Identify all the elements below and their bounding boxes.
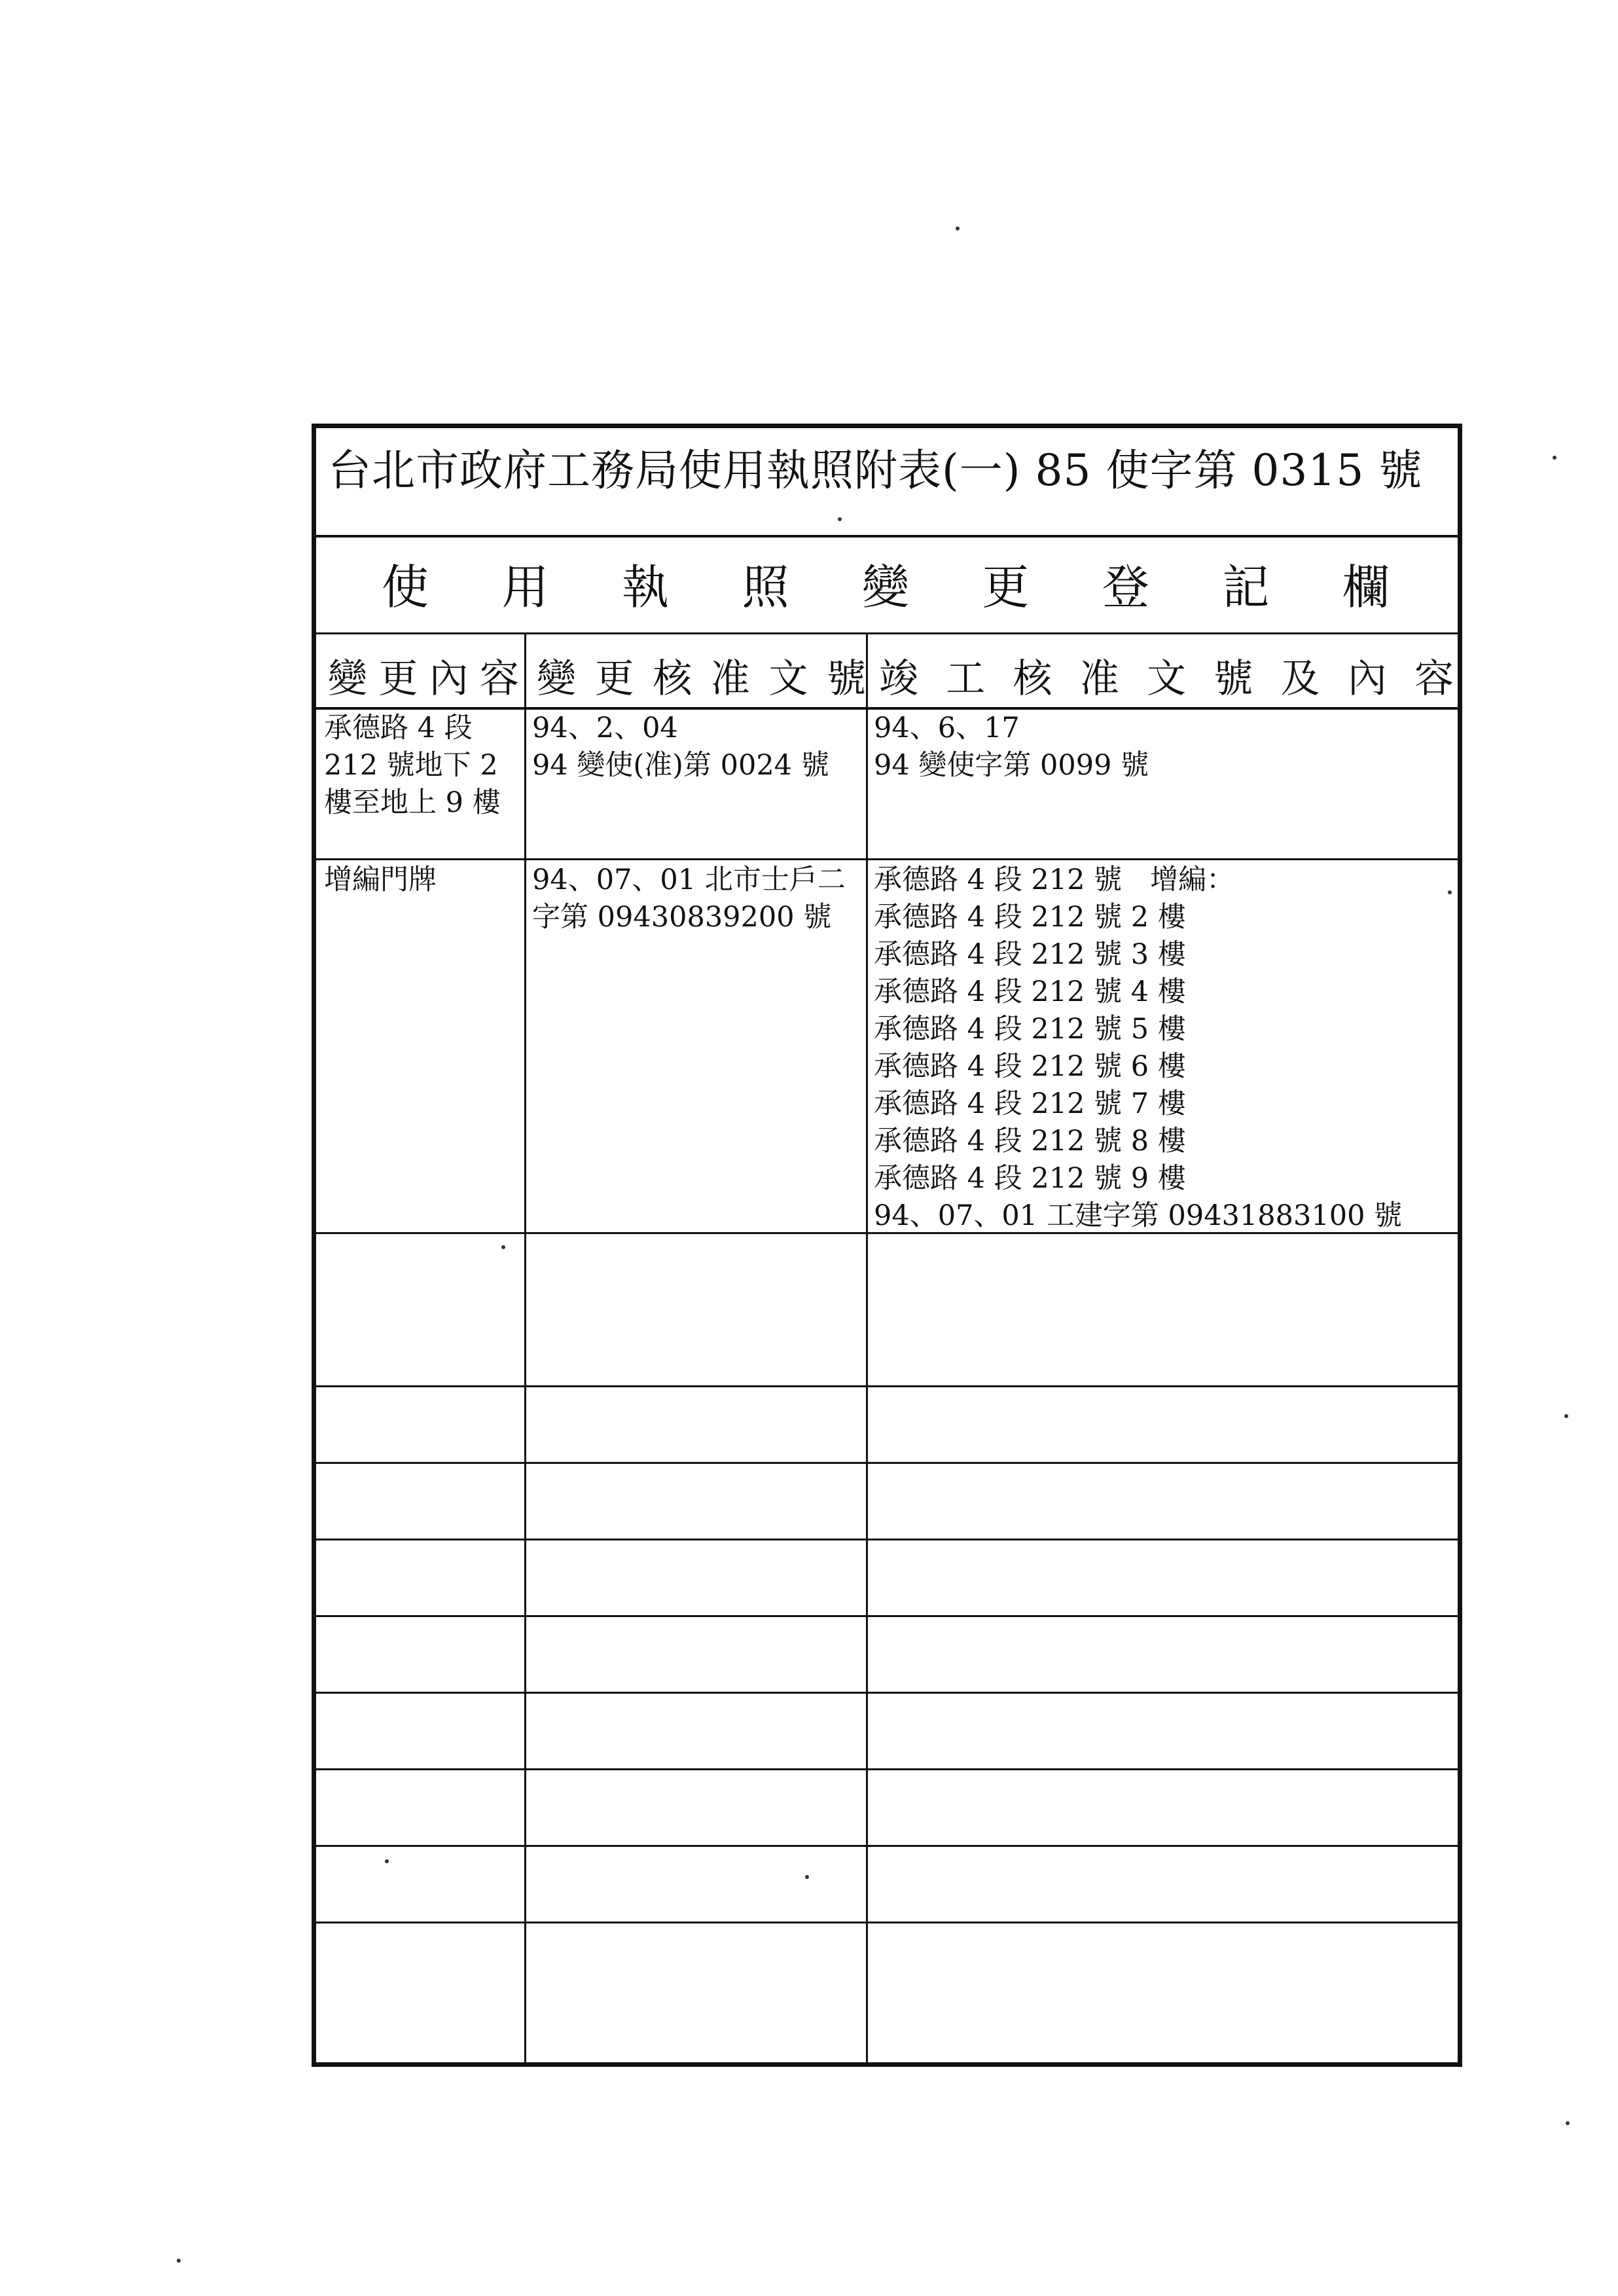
header-char: 容 xyxy=(479,656,519,702)
column-divider xyxy=(524,632,526,2067)
column-divider xyxy=(866,632,868,2067)
section-heading-char: 用 xyxy=(501,560,549,615)
row-2-change-approval-no xyxy=(532,862,846,936)
header-char: 更 xyxy=(378,656,418,702)
header-char: 准 xyxy=(1079,656,1119,702)
column-header-completion-approval xyxy=(879,656,1454,705)
header-char: 變 xyxy=(537,656,576,702)
row-divider xyxy=(316,1922,1458,1923)
header-char: 號 xyxy=(1214,656,1253,702)
row-1-change-content xyxy=(324,710,501,822)
header-char: 容 xyxy=(1414,656,1454,702)
scan-speck xyxy=(501,1245,505,1249)
row-divider xyxy=(316,1692,1458,1694)
cell-line: 字第 09430839200 號 xyxy=(532,901,832,934)
section-heading-char: 欄 xyxy=(1342,560,1390,615)
header-char: 內 xyxy=(1347,656,1387,702)
section-heading-char: 執 xyxy=(621,560,669,615)
row-divider xyxy=(316,1462,1458,1464)
header-char: 工 xyxy=(946,656,986,702)
scan-speck xyxy=(385,1859,389,1863)
scan-speck xyxy=(1553,456,1556,460)
row-divider xyxy=(316,1232,1458,1234)
cell-line: 承德路 4 段 212 號 7 樓 xyxy=(874,1087,1186,1120)
cell-line: 94 變使字第 0099 號 xyxy=(874,749,1149,782)
header-char: 更 xyxy=(594,656,634,702)
header-char: 內 xyxy=(429,656,469,702)
cell-line: 承德路 4 段 212 號 9 樓 xyxy=(874,1162,1186,1195)
header-char: 變 xyxy=(328,656,367,702)
title-divider xyxy=(316,535,1458,538)
header-char: 竣 xyxy=(879,656,918,702)
row-divider xyxy=(316,1385,1458,1387)
header-char: 文 xyxy=(768,656,808,702)
scan-speck xyxy=(177,2259,181,2263)
section-heading-char: 照 xyxy=(742,560,789,615)
usage-permit-appendix-table xyxy=(312,424,1462,2067)
scan-speck xyxy=(1566,2121,1570,2125)
section-heading-char: 登 xyxy=(1102,560,1149,615)
row-1-change-approval-no xyxy=(532,710,829,784)
section-heading-char: 使 xyxy=(382,560,429,615)
row-divider xyxy=(316,1768,1458,1770)
section-heading-char: 更 xyxy=(982,560,1030,615)
cell-line: 94、07、01 工建字第 09431883100 號 xyxy=(874,1199,1403,1232)
header-char: 號 xyxy=(826,656,866,702)
section-heading-char: 變 xyxy=(861,560,909,615)
heading-divider xyxy=(316,632,1458,634)
scan-speck xyxy=(1564,1414,1568,1418)
cell-line: 94、2、04 xyxy=(532,712,678,744)
row-2-change-content xyxy=(324,862,437,899)
scan-speck xyxy=(1448,890,1452,894)
cell-line: 承德路 4 段 212 號 4 樓 xyxy=(874,975,1186,1008)
cell-line: 增編門牌 xyxy=(324,864,437,896)
scan-speck xyxy=(805,1875,809,1879)
cell-line: 樓至地上 9 樓 xyxy=(324,786,501,819)
column-header-change-content xyxy=(328,656,519,705)
row-2-completion-approval xyxy=(874,862,1402,1235)
header-char: 及 xyxy=(1280,656,1320,702)
header-char: 准 xyxy=(710,656,750,702)
row-1-completion-approval xyxy=(874,710,1149,784)
cell-line: 承德路 4 段 212 號 8 樓 xyxy=(874,1125,1186,1157)
scan-speck xyxy=(838,517,842,521)
row-divider xyxy=(316,1845,1458,1847)
document-title: 台北市政府工務局使用執照附表(一) 85 使字第 0315 號 xyxy=(328,445,1423,496)
cell-line: 承德路 4 段 212 號 3 樓 xyxy=(874,938,1186,971)
header-char: 核 xyxy=(1013,656,1052,702)
row-divider xyxy=(316,858,1458,860)
row-divider xyxy=(316,1615,1458,1617)
cell-line: 承德路 4 段 212 號 5 樓 xyxy=(874,1013,1186,1046)
cell-line: 94、07、01 北市士戶二 xyxy=(532,864,846,896)
cell-line: 承德路 4 段 212 號 2 樓 xyxy=(874,901,1186,934)
section-heading xyxy=(382,560,1390,615)
cell-line: 承德路 4 段 xyxy=(324,712,473,744)
cell-line: 承德路 4 段 212 號 6 樓 xyxy=(874,1050,1186,1083)
row-divider xyxy=(316,1539,1458,1540)
header-char: 核 xyxy=(653,656,692,702)
column-header-change-approval-no xyxy=(537,656,866,705)
cell-line: 94、6、17 xyxy=(874,712,1020,744)
cell-line: 承德路 4 段 212 號 增編： xyxy=(874,864,1235,896)
scan-speck xyxy=(956,227,960,230)
header-char: 文 xyxy=(1147,656,1186,702)
section-heading-char: 記 xyxy=(1222,560,1270,615)
cell-line: 212 號地下 2 xyxy=(324,749,498,782)
cell-line: 94 變使(准)第 0024 號 xyxy=(532,749,829,782)
